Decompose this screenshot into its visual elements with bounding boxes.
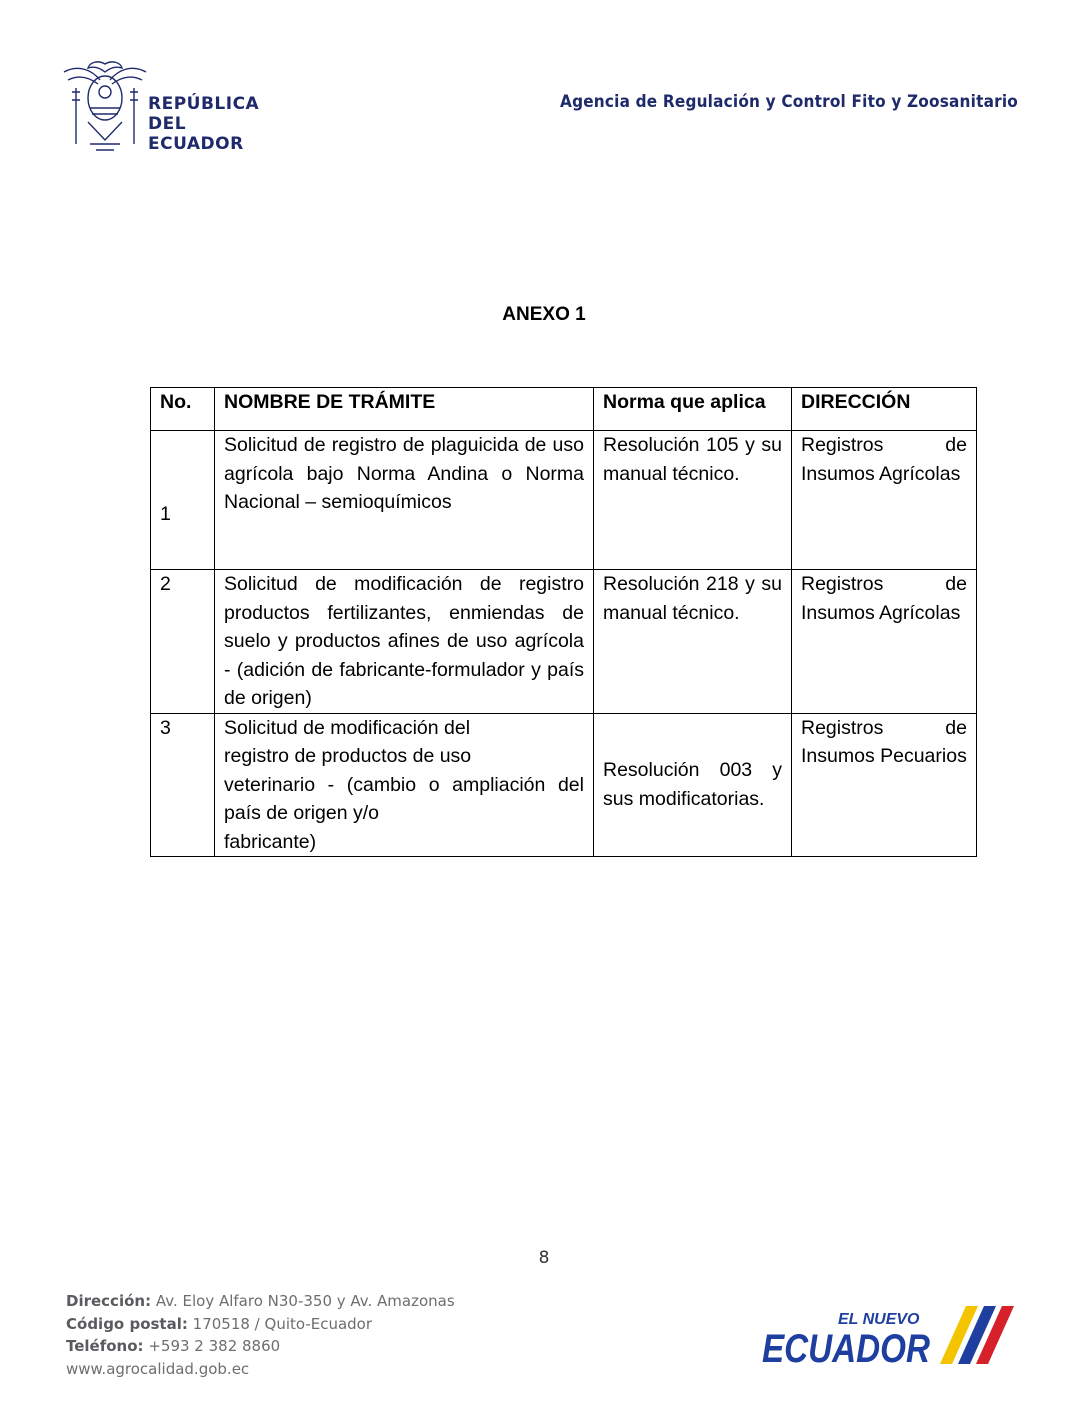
cell-nombre: Solicitud de registro de plaguicida de uso agrícola bajo Norma Andina o Norma Nacional – semioquímicos [215,431,594,570]
cell-nombre-line: registro de productos de uso [224,745,472,767]
cell-no: 2 [151,570,215,714]
address-label: Dirección: [66,1292,152,1310]
phone-value: +593 2 382 8860 [148,1337,281,1355]
cell-norma: Resolución 105 y su manual técnico. [594,431,792,570]
postal-value: 170518 / Quito-Ecuador [192,1314,373,1333]
table-header-row [151,388,977,431]
footer-contact [66,1290,455,1380]
cell-nombre [215,713,594,857]
phone-label: Teléfono: [66,1337,144,1355]
cell-nombre: Solicitud de modificación de registro productos fertilizantes, enmiendas de suelo y productos afines de uso agrícola - (adición de fabricante-formulador y país de origen) [215,570,594,714]
postal-label: Código postal: [66,1314,188,1333]
table-row [151,431,977,570]
agency-name: Agencia de Regulación y Control Fito y Zoosanitario [560,92,1018,112]
header-nombre: NOMBRE DE TRÁMITE [215,388,594,431]
footer-phone [66,1335,455,1358]
republic-logo [60,58,260,158]
procedures-table [150,387,977,857]
cell-norma: Resolución 003 y sus modificatorias. [594,713,792,857]
republic-line-1: REPÚBLICA [148,94,260,114]
address-value: Av. Eloy Alfaro N30-350 y Av. Amazonas [155,1292,455,1310]
annex-title: ANEXO 1 [502,304,586,325]
footer-web[interactable]: www.agrocalidad.gob.ec [66,1359,250,1378]
cell-nombre-line: Solicitud de modificación del [224,716,471,739]
header-no: No. [151,388,215,431]
cell-direccion: Registros de Insumos Pecuarios [792,713,977,857]
cell-nombre-line: veterinario - (cambio o ampliación del país de origen y/o [224,773,584,824]
brand-big-text: ECUADOR [762,1327,931,1370]
republic-line-2: DEL ECUADOR [148,114,244,154]
brand-small-text: EL NUEVO [838,1311,920,1328]
republic-name [148,94,260,154]
cell-norma: Resolución 218 y su manual técnico. [594,570,792,714]
cell-nombre-line: fabricante) [224,830,317,853]
footer-address [66,1290,455,1313]
table-row [151,713,977,857]
cell-direccion: Registros de Insumos Agrícolas [792,431,977,570]
page-number: 8 [538,1248,550,1268]
footer-postal [66,1313,455,1336]
cell-no: 3 [151,713,215,857]
header-norma: Norma que aplica [594,388,792,431]
cell-direccion: Registros de Insumos Agrícolas [792,570,977,714]
el-nuevo-ecuador-logo [758,1300,1028,1370]
header-direccion: DIRECCIÓN [792,388,977,431]
cell-no: 1 [151,431,215,570]
table-row [151,570,977,714]
coat-of-arms-icon [60,58,150,154]
